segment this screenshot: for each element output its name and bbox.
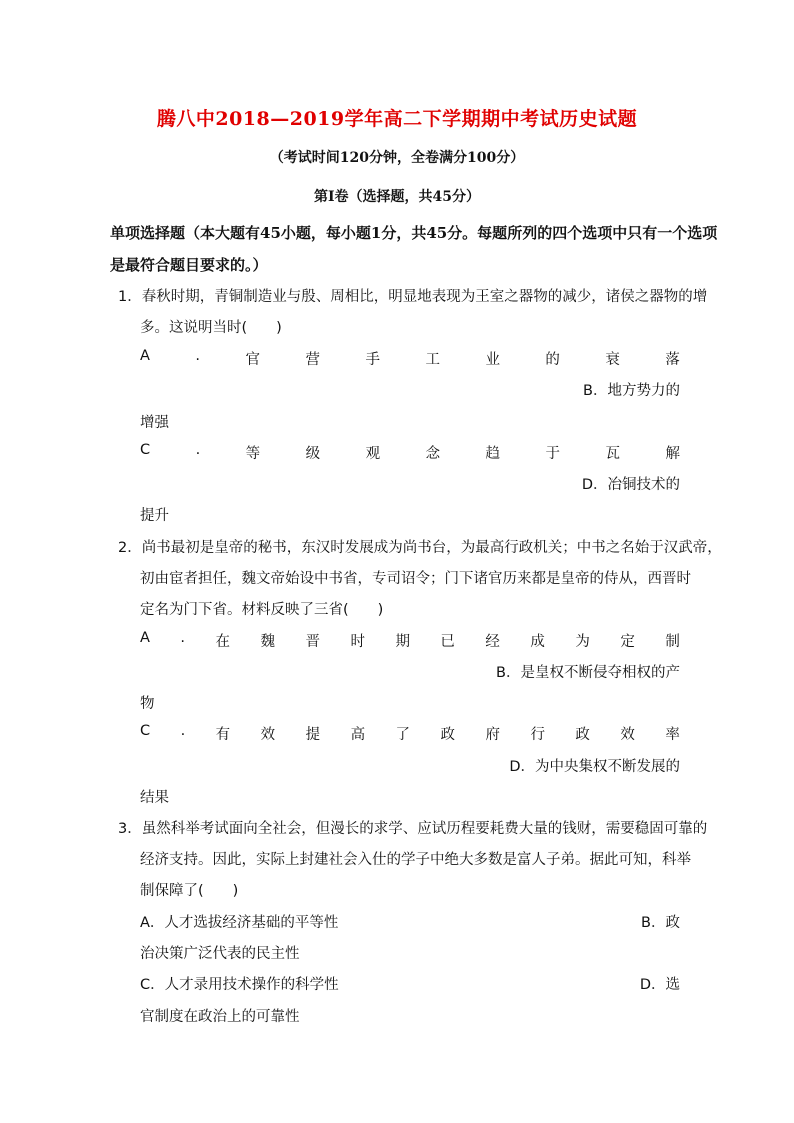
char: 为	[575, 634, 590, 650]
char: 行	[530, 727, 545, 743]
char: C	[140, 723, 151, 739]
char: 官	[245, 352, 260, 368]
char: 经	[485, 634, 500, 650]
char: 率	[665, 727, 680, 743]
instructions-line-1: 单项选择题（本大题有45小题，每小题1分，共45分。每题所列的四个选项中只有一个选项	[110, 224, 718, 242]
question-3-options-row-2	[140, 973, 680, 994]
char: 成	[530, 634, 545, 650]
char: A	[140, 630, 150, 646]
char: 了	[395, 727, 411, 743]
char: 提	[305, 727, 321, 743]
question-1-stem-line-2: 多。这说明当时( )	[140, 320, 282, 336]
char: 在	[215, 634, 230, 650]
char: .	[195, 442, 201, 458]
instructions-line-2: 是最符合题目要求的。）	[110, 256, 268, 274]
question-2-option-c[interactable]	[140, 723, 680, 744]
question-2-option-d-cont: 结果	[140, 790, 169, 806]
char: 魏	[260, 634, 275, 650]
char: 晋	[305, 634, 320, 650]
char: 有	[215, 727, 231, 743]
question-3-option-b-cont: 治决策广泛代表的民主性	[140, 946, 300, 962]
char: 期	[395, 634, 410, 650]
char: 手	[365, 352, 380, 368]
char: .	[180, 630, 186, 646]
question-3-options-row-1	[140, 911, 680, 932]
question-2-stem-line-2: 初由宦者担任，魏文帝始设中书省，专司诏令；门下诸官历来都是皇帝的侍从，西晋时	[140, 571, 691, 587]
char: 瓦	[605, 446, 620, 462]
question-1-option-b[interactable]: B．地方势力的	[583, 383, 680, 399]
char: 业	[485, 352, 500, 368]
question-1-option-d[interactable]: D．冶铜技术的	[581, 477, 680, 493]
char: .	[195, 348, 201, 364]
char: 制	[665, 634, 680, 650]
question-2-stem-line-3: 定名为门下省。材料反映了三省( )	[140, 602, 384, 618]
char: 府	[485, 727, 500, 743]
char: 政	[440, 727, 456, 743]
question-2-option-b-cont: 物	[140, 696, 155, 712]
question-2-option-b[interactable]: B．是皇权不断侵夺相权的产	[496, 665, 680, 681]
question-3-option-a[interactable]: A．人才选拔经济基础的平等性	[140, 915, 339, 931]
char: 落	[665, 352, 680, 368]
question-3-stem-line-3: 制保障了( )	[140, 883, 239, 899]
question-1-option-d-cont: 提升	[140, 508, 169, 524]
char: 级	[305, 446, 321, 462]
question-3-stem-line-2: 经济支持。因此，实际上封建社会入仕的学子中绝大多数是富人子弟。据此可知，科举	[140, 852, 691, 868]
question-2-option-d[interactable]: D．为中央集权不断发展的	[509, 759, 680, 775]
question-2-stem-line-1: 2．尚书最初是皇帝的秘书，东汉时发展成为尚书台，为最高行政机关；中书之名始于汉武帝，	[118, 540, 722, 556]
char: 效	[260, 727, 276, 743]
char: 营	[305, 352, 320, 368]
page-title: 腾八中2018—2019学年高二下学期期中考试历史试题	[156, 108, 638, 130]
exam-subtitle: （考试时间120分钟，全卷满分100分）	[269, 150, 525, 166]
part-heading: 第Ⅰ卷（选择题，共45分）	[313, 189, 481, 205]
char: 已	[440, 634, 455, 650]
question-3-option-d[interactable]: D．选	[639, 977, 680, 993]
question-1-option-c[interactable]	[140, 442, 680, 463]
char: 高	[350, 727, 366, 743]
question-1-option-b-cont: 增强	[140, 415, 169, 431]
char: 解	[665, 446, 680, 462]
char: 观	[365, 446, 381, 462]
question-3-option-b[interactable]: B．政	[641, 915, 680, 931]
question-1-option-a[interactable]	[140, 348, 680, 369]
char: A	[140, 348, 150, 364]
char: 的	[545, 352, 560, 368]
question-2-option-a[interactable]	[140, 630, 680, 651]
char: 效	[620, 727, 635, 743]
question-3-option-d-cont: 官制度在政治上的可靠性	[140, 1009, 300, 1025]
char: C	[140, 442, 151, 458]
char: 定	[620, 634, 635, 650]
char: 趋	[485, 446, 501, 462]
char: 时	[350, 634, 365, 650]
char: 工	[425, 352, 440, 368]
char: 于	[545, 446, 561, 462]
char: 政	[575, 727, 590, 743]
char: 等	[245, 446, 261, 462]
char: 衰	[605, 352, 620, 368]
question-1-stem-line-1: 1．春秋时期，青铜制造业与殷、周相比，明显地表现为王室之器物的减少，诸侯之器物的增	[118, 289, 708, 305]
question-3-stem-line-1: 3．虽然科举考试面向全社会，但漫长的求学、应试历程要耗费大量的钱财，需要稳固可靠的	[118, 821, 708, 837]
char: 念	[425, 446, 441, 462]
question-3-option-c[interactable]: C．人才录用技术操作的科学性	[140, 977, 339, 993]
char: .	[180, 723, 186, 739]
